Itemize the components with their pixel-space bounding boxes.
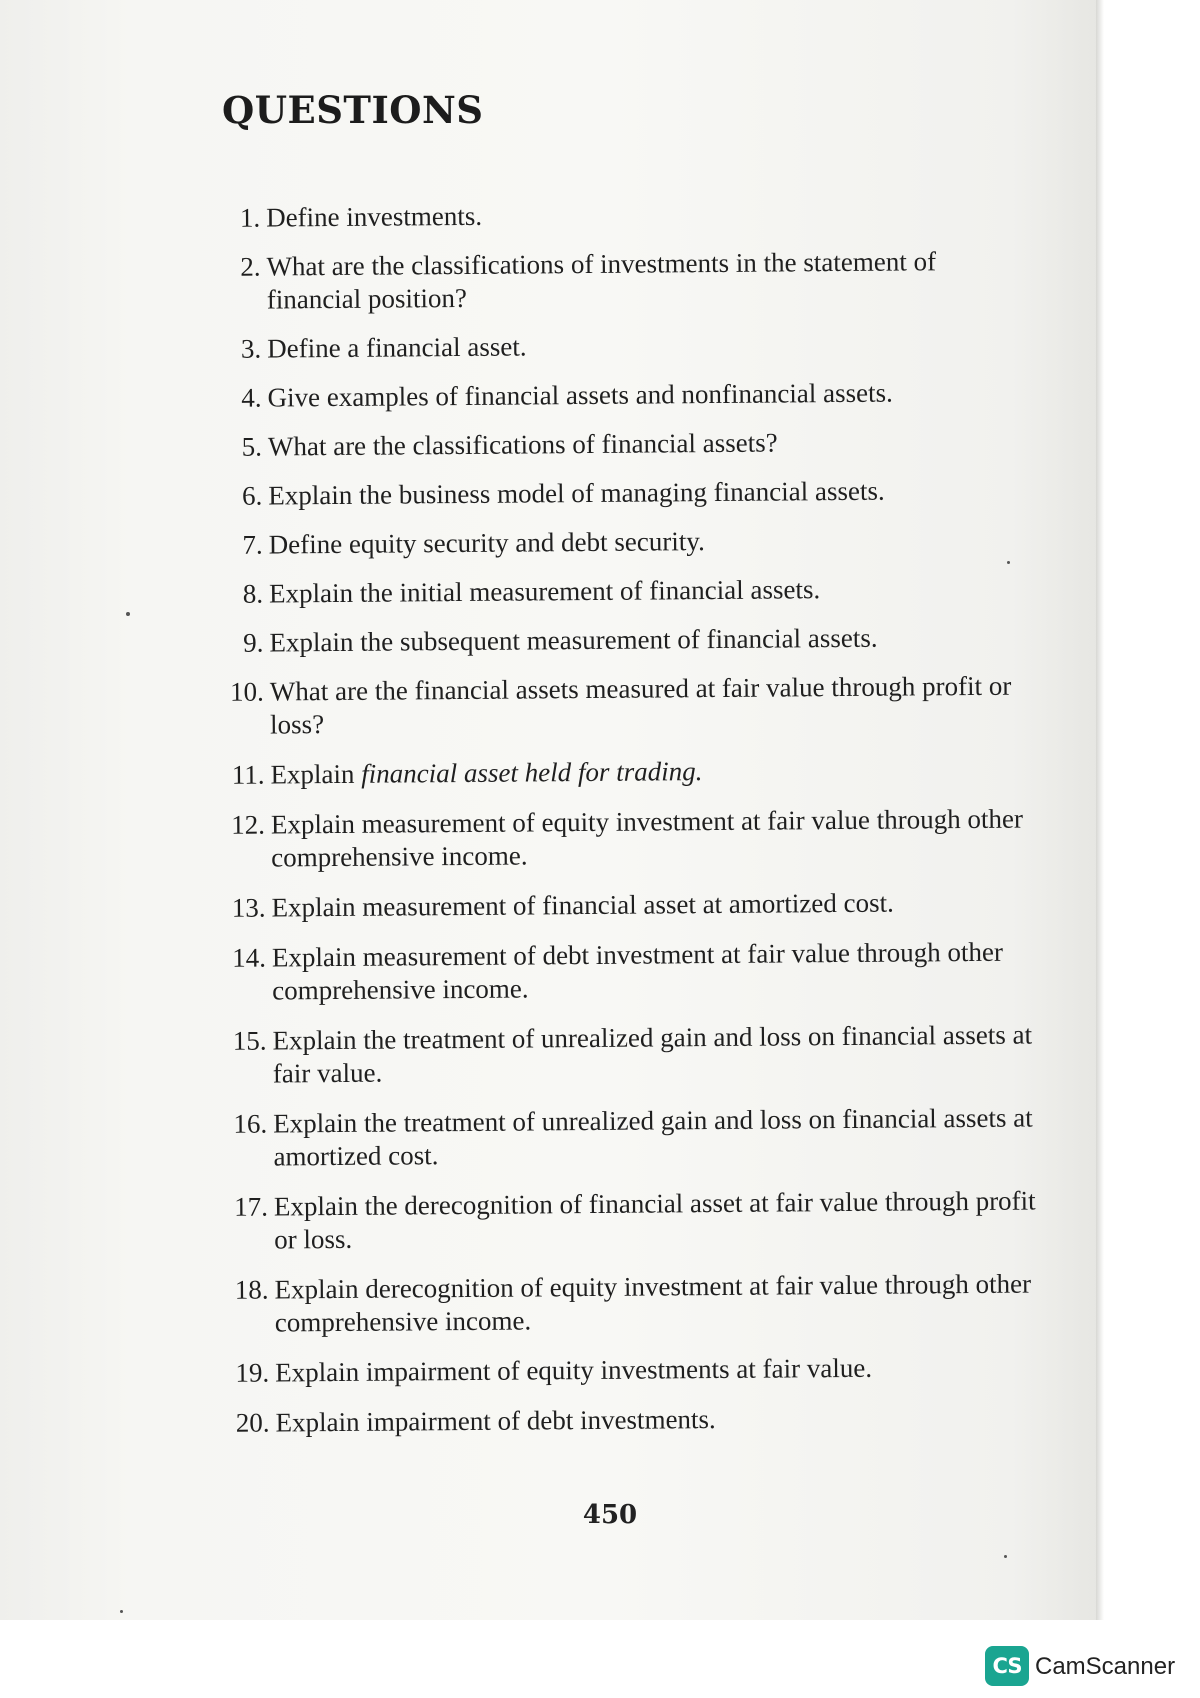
scan-speck [126,612,130,616]
question-text-prefix: Explain [270,758,355,790]
question-text [270,756,702,789]
question-item-12 [209,802,1039,875]
question-text-italic: financial asset held for trading. [361,756,703,789]
question-number: 14. [232,942,267,973]
question-number: 6. [241,480,263,511]
question-text: Explain the business model of managing financial assets. [268,475,885,511]
question-number: 8. [242,578,264,609]
question-text: Give examples of financial assets and nonfinancial assets. [267,377,893,413]
question-number: 15. [232,1025,267,1056]
question-item-13 [209,885,1039,925]
question-text: Explain measurement of financial asset at amortized cost. [271,887,894,923]
question-number: 4. [241,382,262,413]
camscanner-watermark: CamScanner [1035,1653,1176,1680]
question-item-20 [213,1400,1043,1440]
question-text: Define investments. [266,200,483,233]
question-text: Explain the treatment of unrealized gain and loss on financial assets at fair value. [272,1019,1033,1089]
question-number: 10. [229,676,264,707]
question-text: Define a financial asset. [267,331,527,364]
question-number: 18. [234,1274,269,1305]
question-item-7 [207,522,1037,562]
scan-speck [1004,1555,1007,1558]
scan-speck [1007,561,1010,564]
question-number: 9. [243,627,264,658]
question-number: 12. [231,809,266,840]
question-number: 17. [234,1191,269,1222]
question-item-16 [211,1101,1041,1174]
question-text: Explain impairment of equity investments at fair value. [275,1352,873,1388]
question-item-19 [213,1350,1043,1390]
question-text: What are the classifications of investments in the statement of financial position? [266,246,937,315]
question-item-15 [210,1018,1040,1091]
question-text: Explain impairment of debt investments. [275,1404,716,1438]
question-text: What are the classifications of financial assets? [267,427,778,462]
question-item-10 [208,669,1038,742]
camscanner-logo-icon: CS [985,1646,1029,1686]
question-number: 11. [231,759,265,790]
question-item-5 [206,424,1036,464]
question-list [204,195,1044,1439]
question-number: 2. [240,251,261,282]
question-number: 5. [241,431,263,462]
question-number: 19. [235,1357,270,1388]
question-number: 13. [231,892,266,923]
question-text: Explain the derecognition of financial asset at fair value through profit or loss. [273,1185,1036,1255]
page-edge [1096,0,1104,1620]
question-item-2 [204,244,1034,317]
question-text: Explain the treatment of unrealized gain and loss on financial assets at amortized cost. [273,1102,1033,1172]
page-number: 450 [582,1500,638,1530]
question-item-3 [205,326,1035,366]
question-number: 1. [239,202,261,233]
scan-speck [120,1610,123,1613]
question-text: Explain measurement of equity investment at fair value through other comprehensive income. [270,803,1024,873]
question-item-14 [210,935,1040,1008]
question-item-6 [206,473,1036,513]
question-number: 16. [233,1108,268,1139]
page-title: QUESTIONS [222,88,484,132]
question-text: What are the financial assets measured at fair value through profit or loss? [269,670,1012,740]
question-text: Define equity security and debt security. [268,526,705,560]
question-text: Explain the subsequent measurement of financial assets. [269,622,878,658]
question-item-4 [205,375,1035,415]
question-text: Explain derecognition of equity investment at fair value through other comprehensive income. [274,1268,1032,1338]
question-item-18 [212,1267,1042,1340]
question-number: 3. [240,333,262,364]
question-item-9 [207,620,1037,660]
question-item-17 [212,1184,1042,1257]
question-item-8 [207,571,1037,611]
question-number: 20. [235,1407,270,1438]
question-item-1 [204,195,1034,235]
question-item-11 [208,752,1038,792]
question-text: Explain the initial measurement of financial assets. [268,574,821,609]
question-text: Explain measurement of debt investment at fair value through other comprehensive income. [271,936,1004,1006]
question-number: 7. [242,529,263,560]
